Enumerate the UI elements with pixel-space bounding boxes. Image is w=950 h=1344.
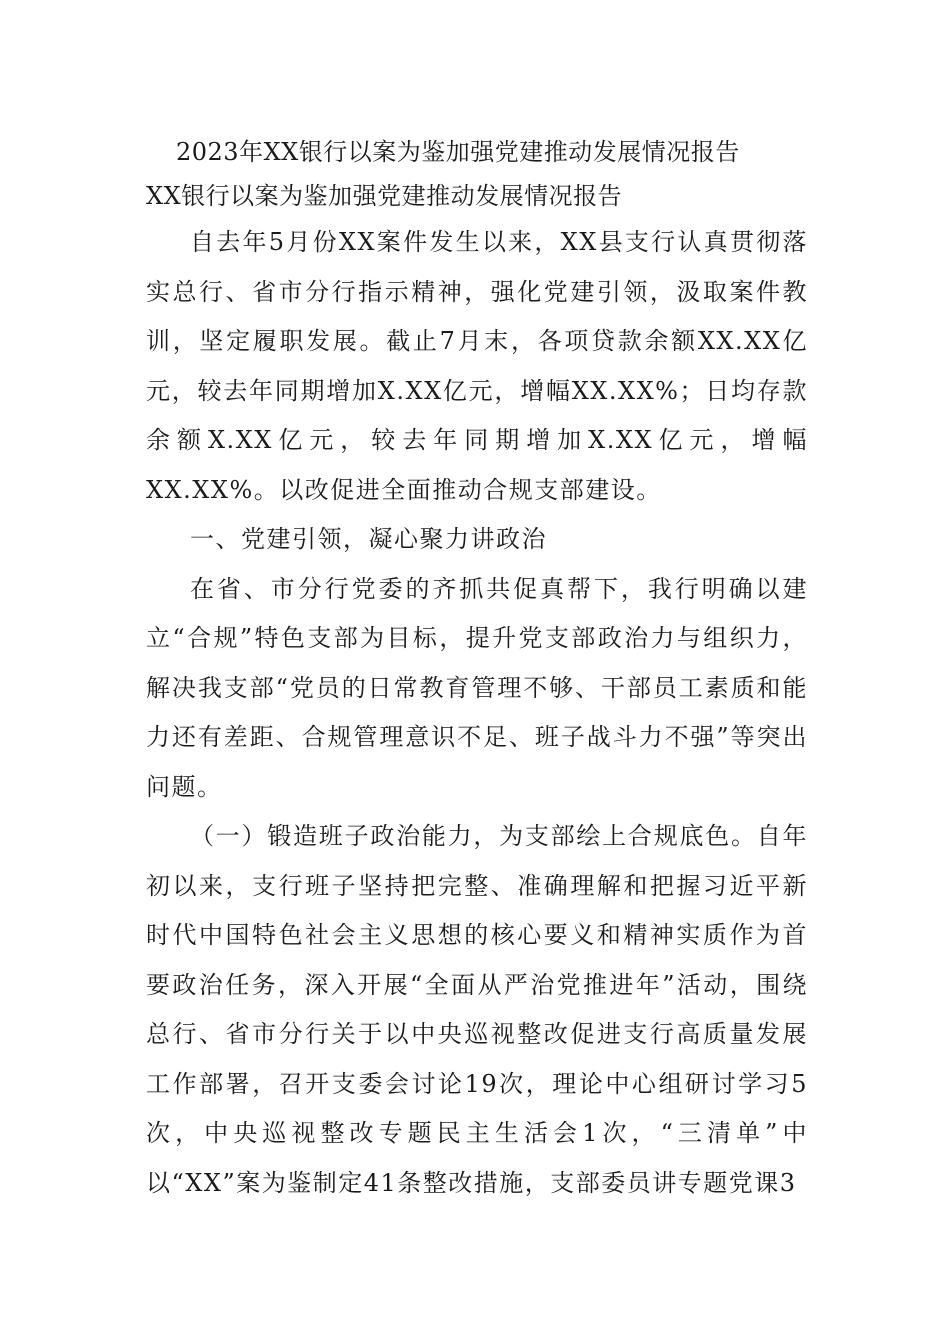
document-subtitle: XX银行以案为鉴加强党建推动发展情况报告 [146, 182, 623, 210]
subsection-1-paragraph: （一）锻造班子政治能力，为支部绘上合规底色。自年初以来，支行班子坚持把完整、准确理解和把握习近平新时代中国特色社会主义思想的核心要义和精神实质作为首要政治任务，深入开展“全面从严治党推进年”活动，围绕总行、省市分行关于以中央巡视整改促进支行高质量发展工作部署，召开支委会讨论19次，理论中心组研讨学习5次，中央巡视整改专题民主生活会1次，“三清单”中以“XX”案为鉴制定41条整改措施，支部委员讲专题党课3 [146, 822, 808, 1197]
section-heading-1: 一、党建引领，凝心聚力讲政治 [190, 525, 547, 553]
section-1-paragraph: 在省、市分行党委的齐抓共促真帮下，我行明确以建立“合规”特色支部为目标，提升党支部政治力与组织力，解决我支部“党员的日常教育管理不够、干部员工素质和能力还有差距、合规管理意识不足、班子战斗力不强”等突出问题。 [146, 574, 808, 801]
document-title: 2023年XX银行以案为鉴加强党建推动发展情况报告 [176, 138, 740, 166]
document-body [146, 130, 808, 1208]
intro-paragraph: 自去年5月份XX案件发生以来，XX县支行认真贯彻落实总行、省市分行指示精神，强化党建引领，汲取案件教训，坚定履职发展。截止7月末，各项贷款余额XX.XX亿元，较去年同期增加X.XX亿元，增幅XX.XX%；日均存款余额X.XX亿元，较去年同期增加X.XX亿元，增幅XX.XX%。以改促进全面推动合规支部建设。 [146, 228, 808, 504]
